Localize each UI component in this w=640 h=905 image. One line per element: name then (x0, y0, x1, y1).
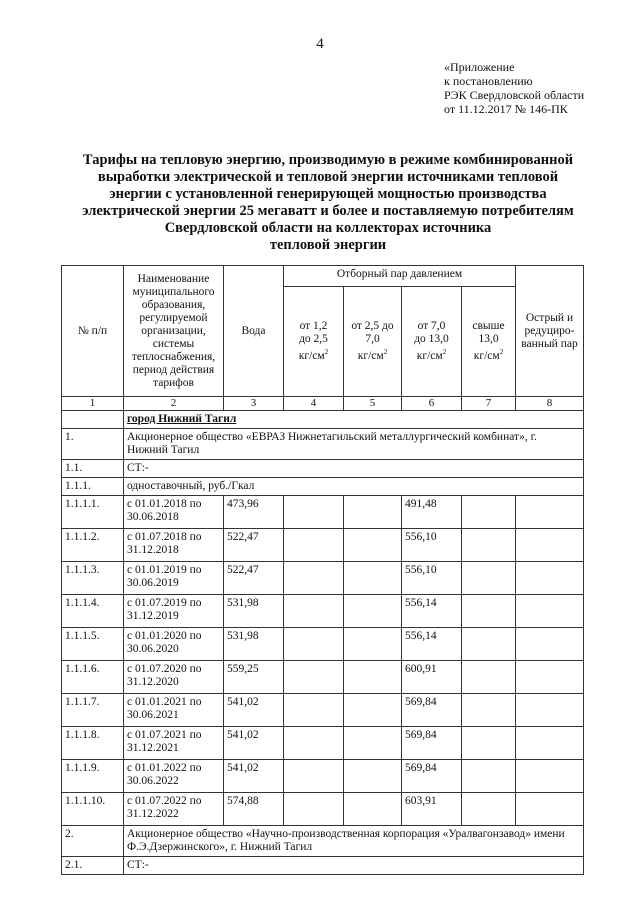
header-pressure-text: до 2,5 (299, 333, 328, 346)
row-number: 1.1.1.7. (62, 694, 124, 727)
row-number: 1.1.1. (62, 478, 124, 496)
header-unit: $кг/см^2$ (357, 348, 388, 362)
live-steam-value (516, 562, 584, 595)
row-number: 1.1.1.10. (62, 793, 124, 826)
period-cell: с 01.01.2022 по 30.06.2022 (124, 760, 224, 793)
column-number: 2 (124, 397, 224, 411)
row-number: 1.1.1.3. (62, 562, 124, 595)
appendix-line: «Приложение (444, 60, 515, 74)
column-number: 5 (344, 397, 402, 411)
title-line: выработки электрической и тепловой энергии источниками тепловой (97, 169, 559, 185)
period-cell: с 01.07.2019 по 31.12.2019 (124, 595, 224, 628)
live-steam-value (516, 760, 584, 793)
pressure-2-value (344, 727, 402, 760)
row-number: 1.1.1.6. (62, 661, 124, 694)
appendix-note (444, 60, 584, 116)
city-name: город Нижний Тагил (124, 411, 584, 429)
system-row (62, 460, 584, 478)
header-pressure-text: свыше (472, 320, 505, 333)
header-pressure-4 (462, 287, 516, 397)
water-value: 541,02 (224, 727, 284, 760)
period-cell: с 01.01.2021 по 30.06.2021 (124, 694, 224, 727)
column-number: 1 (62, 397, 124, 411)
water-value: 541,02 (224, 694, 284, 727)
pressure-1-value (284, 628, 344, 661)
org-row (62, 429, 584, 460)
pressure-2-value (344, 661, 402, 694)
pressure-2-value (344, 529, 402, 562)
header-unit: $кг/см^2$ (298, 348, 329, 362)
pressure-4-value (462, 793, 516, 826)
table-row (62, 661, 584, 694)
appendix-line: РЭК Свердловской области (444, 88, 585, 102)
pressure-4-value (462, 595, 516, 628)
period-cell: с 01.07.2021 по 31.12.2021 (124, 727, 224, 760)
pressure-3-value: 556,14 (402, 595, 462, 628)
system-label: СТ:- (124, 460, 584, 478)
pressure-2-value (344, 694, 402, 727)
pressure-2-value (344, 496, 402, 529)
page-number: 4 (316, 36, 324, 52)
header-pressure-2 (344, 287, 402, 397)
pressure-3-value: 491,48 (402, 496, 462, 529)
row-number: 1.1.1.2. (62, 529, 124, 562)
water-value: 531,98 (224, 628, 284, 661)
pressure-2-value (344, 760, 402, 793)
period-cell: с 01.01.2019 по 30.06.2019 (124, 562, 224, 595)
pressure-3-value: 556,14 (402, 628, 462, 661)
live-steam-value (516, 529, 584, 562)
period-cell: с 01.07.2020 по 31.12.2020 (124, 661, 224, 694)
column-number: 6 (402, 397, 462, 411)
tariff-table (61, 265, 584, 875)
water-value: 559,25 (224, 661, 284, 694)
water-value: 531,98 (224, 595, 284, 628)
pressure-3-value: 569,84 (402, 727, 462, 760)
pressure-1-value (284, 694, 344, 727)
header-pressure-text: 13,0 (478, 333, 499, 346)
pressure-1-value (284, 562, 344, 595)
pressure-4-value (462, 760, 516, 793)
system-label: СТ:- (124, 857, 584, 875)
table-row (62, 727, 584, 760)
live-steam-value (516, 694, 584, 727)
appendix-line: от 11.12.2017 № 146-ПК (444, 102, 568, 116)
title-line: Свердловской области на коллекторах источника (164, 220, 492, 236)
column-number: 7 (462, 397, 516, 411)
live-steam-value (516, 595, 584, 628)
row-number: 1.1.1.9. (62, 760, 124, 793)
pressure-4-value (462, 529, 516, 562)
city-num-cell (62, 411, 124, 429)
header-live-steam: Острый и редуциро-ванный пар (516, 266, 584, 397)
water-value: 541,02 (224, 760, 284, 793)
water-value: 522,47 (224, 529, 284, 562)
header-unit: $кг/см^2$ (473, 348, 504, 362)
column-number: 4 (284, 397, 344, 411)
row-number: 1.1.1.4. (62, 595, 124, 628)
header-pressure-text: от 2,5 до (351, 320, 394, 333)
pressure-3-value: 603,91 (402, 793, 462, 826)
tariff-type-label: одноставочный, руб./Гкал (124, 478, 584, 496)
row-number: 1.1.1.8. (62, 727, 124, 760)
column-number: 8 (516, 397, 584, 411)
column-number: 3 (224, 397, 284, 411)
row-number: 2. (62, 826, 124, 857)
pressure-1-value (284, 661, 344, 694)
header-unit: $кг/см^2$ (416, 348, 447, 362)
header-pressure-1 (284, 287, 344, 397)
pressure-1-value (284, 496, 344, 529)
pressure-3-value: 556,10 (402, 529, 462, 562)
table-row (62, 760, 584, 793)
row-number: 1.1.1.5. (62, 628, 124, 661)
water-value: 473,96 (224, 496, 284, 529)
city-row (62, 411, 584, 429)
table-row (62, 595, 584, 628)
water-value: 574,88 (224, 793, 284, 826)
period-cell: с 01.07.2022 по 31.12.2022 (124, 793, 224, 826)
title-line: тепловой энергии (269, 237, 387, 253)
header-water: Вода (224, 266, 284, 397)
live-steam-value (516, 628, 584, 661)
row-number: 1. (62, 429, 124, 460)
pressure-1-value (284, 760, 344, 793)
header-pressure-3 (402, 287, 462, 397)
live-steam-value (516, 727, 584, 760)
table-row (62, 496, 584, 529)
water-value: 522,47 (224, 562, 284, 595)
table-row (62, 562, 584, 595)
period-cell: с 01.07.2018 по 31.12.2018 (124, 529, 224, 562)
row-number: 1.1. (62, 460, 124, 478)
pressure-4-value (462, 727, 516, 760)
system-row (62, 857, 584, 875)
live-steam-value (516, 661, 584, 694)
pressure-1-value (284, 727, 344, 760)
org-row (62, 826, 584, 857)
org-name: Акционерное общество «Научно-производственная корпорация «Уралвагонзавод» имени Ф.Э.Дзержинского», г. Нижний Тагил (124, 826, 584, 857)
live-steam-value (516, 496, 584, 529)
pressure-4-value (462, 661, 516, 694)
pressure-3-value: 569,84 (402, 760, 462, 793)
pressure-3-value: 569,84 (402, 694, 462, 727)
title-line: энергии с установленной генерирующей мощностью производства (109, 186, 547, 202)
header-pressure-text: от 7,0 (417, 320, 446, 333)
pressure-1-value (284, 793, 344, 826)
title-line: электрической энергии 25 мегаватт и более и поставляемую потребителям (82, 203, 574, 219)
title-line: Тарифы на тепловую энергию, производимую в режиме комбинированной (82, 152, 574, 168)
pressure-2-value (344, 595, 402, 628)
pressure-3-value: 600,91 (402, 661, 462, 694)
table-row (62, 793, 584, 826)
header-pressure-text: 7,0 (365, 333, 380, 346)
header-name: Наименование муниципального образования, регулируемой организации, системы теплоснабжения, период действия тарифов (124, 266, 224, 397)
header-pressure-text: до 13,0 (414, 333, 449, 346)
pressure-1-value (284, 595, 344, 628)
header-num: № п/п (62, 266, 124, 397)
row-number: 1.1.1.1. (62, 496, 124, 529)
pressure-2-value (344, 562, 402, 595)
appendix-line: к постановлению (444, 74, 533, 88)
period-cell: с 01.01.2018 по 30.06.2018 (124, 496, 224, 529)
header-steam-group: Отборный пар давлением (284, 266, 516, 287)
pressure-4-value (462, 562, 516, 595)
pressure-2-value (344, 793, 402, 826)
pressure-1-value (284, 529, 344, 562)
pressure-2-value (344, 628, 402, 661)
header-pressure-text: от 1,2 (299, 320, 328, 333)
org-name: Акционерное общество «ЕВРАЗ Нижнетагильский металлургический комбинат», г. Нижний Тагил (124, 429, 584, 460)
row-number: 2.1. (62, 857, 124, 875)
table-row (62, 628, 584, 661)
pressure-4-value (462, 496, 516, 529)
pressure-4-value (462, 628, 516, 661)
pressure-3-value: 556,10 (402, 562, 462, 595)
period-cell: с 01.01.2020 по 30.06.2020 (124, 628, 224, 661)
table-row (62, 694, 584, 727)
live-steam-value (516, 793, 584, 826)
pressure-4-value (462, 694, 516, 727)
tariff-type-row (62, 478, 584, 496)
column-number-row (62, 397, 584, 411)
document-title (78, 152, 578, 254)
table-row (62, 529, 584, 562)
